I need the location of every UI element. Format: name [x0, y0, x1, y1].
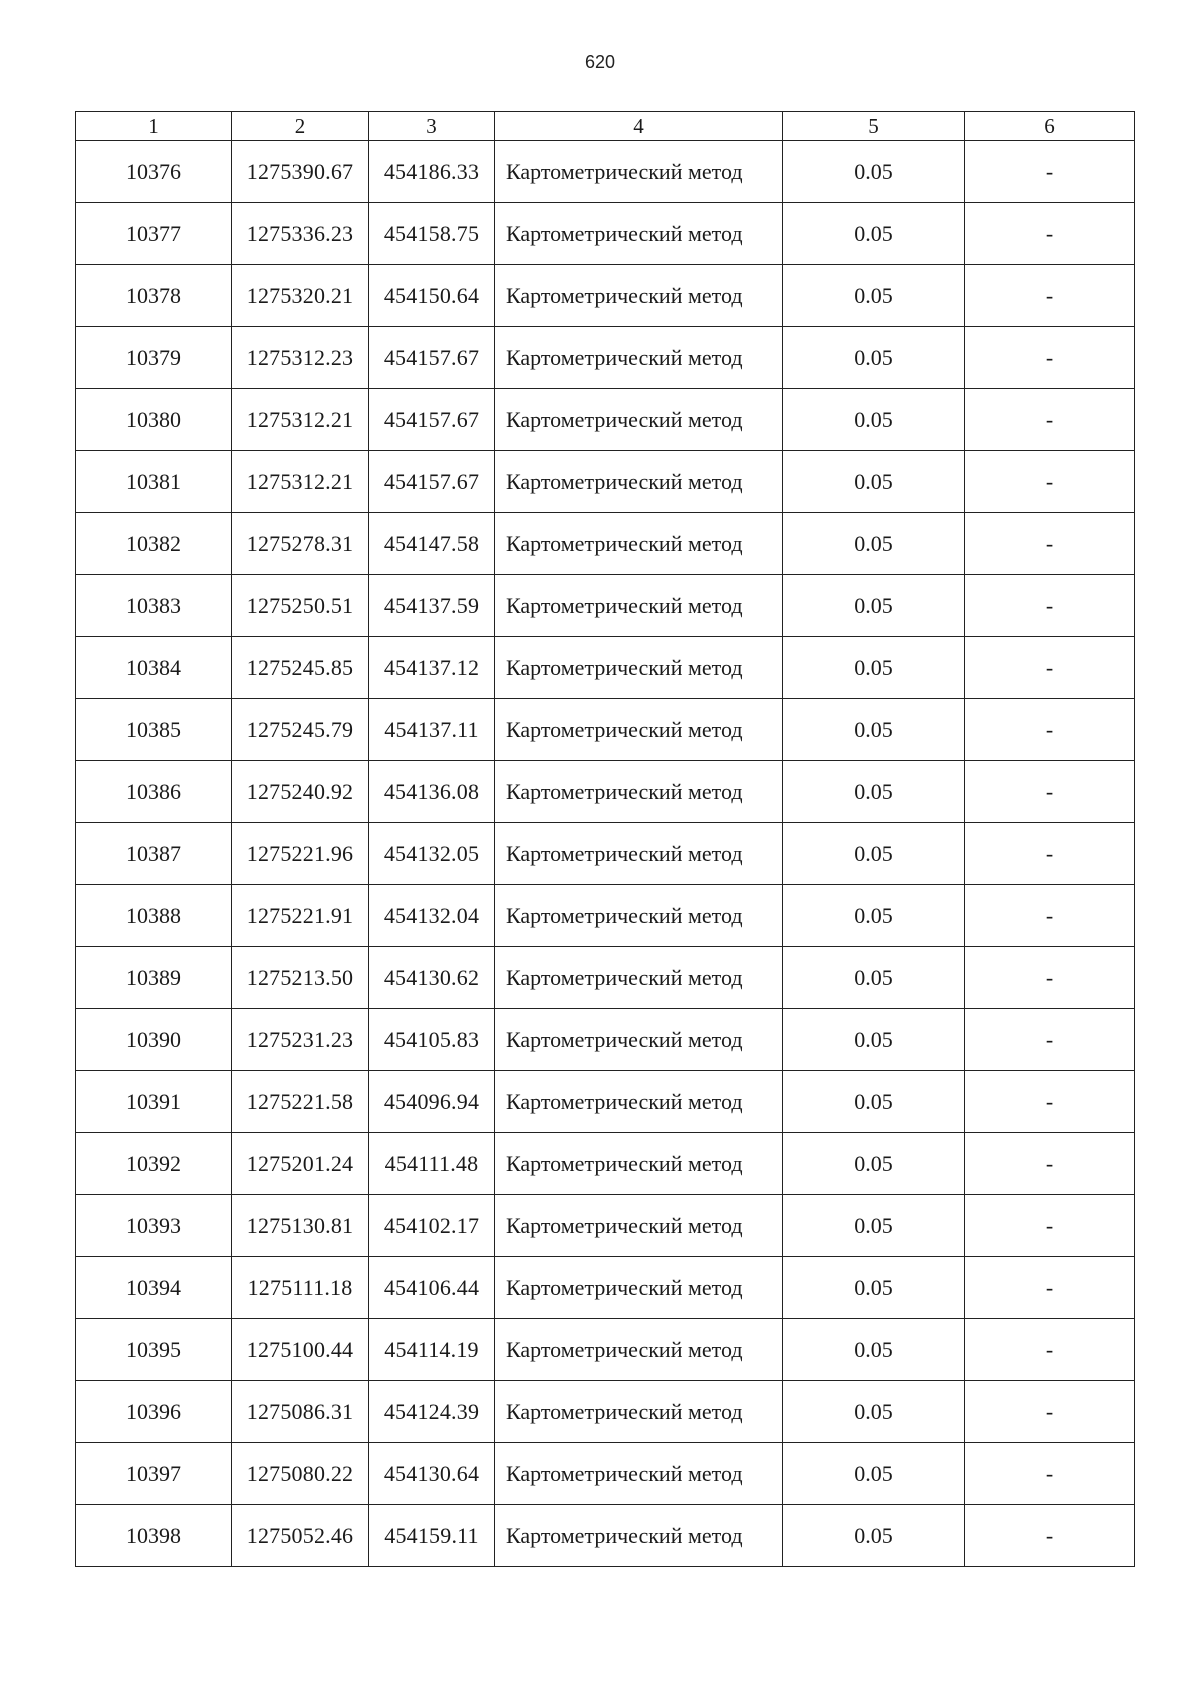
x-coordinate-cell: 1275240.92 — [232, 761, 369, 823]
x-coordinate-cell: 1275250.51 — [232, 575, 369, 637]
table-row — [76, 761, 1135, 823]
table-row — [76, 1133, 1135, 1195]
note-cell: - — [965, 1505, 1135, 1567]
x-coordinate-cell: 1275111.18 — [232, 1257, 369, 1319]
accuracy-cell: 0.05 — [783, 575, 965, 637]
x-coordinate-cell: 1275336.23 — [232, 203, 369, 265]
method-cell: Картометрический метод — [495, 1319, 783, 1381]
method-cell: Картометрический метод — [495, 265, 783, 327]
table-row — [76, 1381, 1135, 1443]
x-coordinate-cell: 1275221.58 — [232, 1071, 369, 1133]
note-cell: - — [965, 1071, 1135, 1133]
note-cell: - — [965, 513, 1135, 575]
method-cell: Картометрический метод — [495, 823, 783, 885]
method-cell: Картометрический метод — [495, 947, 783, 1009]
method-cell: Картометрический метод — [495, 1071, 783, 1133]
method-cell: Картометрический метод — [495, 451, 783, 513]
x-coordinate-cell: 1275100.44 — [232, 1319, 369, 1381]
y-coordinate-cell: 454158.75 — [369, 203, 495, 265]
table-header — [76, 112, 1135, 141]
point-number-cell: 10377 — [76, 203, 232, 265]
method-cell: Картометрический метод — [495, 761, 783, 823]
method-cell: Картометрический метод — [495, 1381, 783, 1443]
note-cell: - — [965, 265, 1135, 327]
point-number-cell: 10381 — [76, 451, 232, 513]
y-coordinate-cell: 454137.11 — [369, 699, 495, 761]
note-cell: - — [965, 1133, 1135, 1195]
note-cell: - — [965, 1381, 1135, 1443]
x-coordinate-cell: 1275312.23 — [232, 327, 369, 389]
method-cell: Картометрический метод — [495, 141, 783, 203]
method-cell: Картометрический метод — [495, 699, 783, 761]
table-row — [76, 1505, 1135, 1567]
y-coordinate-cell: 454157.67 — [369, 327, 495, 389]
accuracy-cell: 0.05 — [783, 1443, 965, 1505]
table-row — [76, 1443, 1135, 1505]
note-cell: - — [965, 1257, 1135, 1319]
x-coordinate-cell: 1275245.85 — [232, 637, 369, 699]
coordinates-table — [75, 111, 1135, 1567]
note-cell: - — [965, 1009, 1135, 1071]
table-row — [76, 451, 1135, 513]
table-row — [76, 327, 1135, 389]
table-row — [76, 513, 1135, 575]
accuracy-cell: 0.05 — [783, 1505, 965, 1567]
accuracy-cell: 0.05 — [783, 265, 965, 327]
accuracy-cell: 0.05 — [783, 1133, 965, 1195]
x-coordinate-cell: 1275312.21 — [232, 389, 369, 451]
accuracy-cell: 0.05 — [783, 203, 965, 265]
method-cell: Картометрический метод — [495, 1195, 783, 1257]
column-header-5: 5 — [783, 112, 965, 141]
y-coordinate-cell: 454157.67 — [369, 451, 495, 513]
column-header-1: 1 — [76, 112, 232, 141]
point-number-cell: 10398 — [76, 1505, 232, 1567]
point-number-cell: 10395 — [76, 1319, 232, 1381]
y-coordinate-cell: 454106.44 — [369, 1257, 495, 1319]
point-number-cell: 10386 — [76, 761, 232, 823]
accuracy-cell: 0.05 — [783, 885, 965, 947]
y-coordinate-cell: 454150.64 — [369, 265, 495, 327]
y-coordinate-cell: 454186.33 — [369, 141, 495, 203]
y-coordinate-cell: 454105.83 — [369, 1009, 495, 1071]
x-coordinate-cell: 1275320.21 — [232, 265, 369, 327]
column-header-3: 3 — [369, 112, 495, 141]
y-coordinate-cell: 454130.62 — [369, 947, 495, 1009]
accuracy-cell: 0.05 — [783, 1381, 965, 1443]
point-number-cell: 10385 — [76, 699, 232, 761]
note-cell: - — [965, 141, 1135, 203]
y-coordinate-cell: 454130.64 — [369, 1443, 495, 1505]
point-number-cell: 10378 — [76, 265, 232, 327]
table-row — [76, 947, 1135, 1009]
point-number-cell: 10380 — [76, 389, 232, 451]
y-coordinate-cell: 454137.59 — [369, 575, 495, 637]
table-row — [76, 699, 1135, 761]
point-number-cell: 10393 — [76, 1195, 232, 1257]
table-row — [76, 1319, 1135, 1381]
accuracy-cell: 0.05 — [783, 1319, 965, 1381]
y-coordinate-cell: 454102.17 — [369, 1195, 495, 1257]
y-coordinate-cell: 454157.67 — [369, 389, 495, 451]
method-cell: Картометрический метод — [495, 575, 783, 637]
note-cell: - — [965, 637, 1135, 699]
x-coordinate-cell: 1275221.91 — [232, 885, 369, 947]
x-coordinate-cell: 1275390.67 — [232, 141, 369, 203]
y-coordinate-cell: 454111.48 — [369, 1133, 495, 1195]
table-row — [76, 885, 1135, 947]
column-header-4: 4 — [495, 112, 783, 141]
x-coordinate-cell: 1275086.31 — [232, 1381, 369, 1443]
note-cell: - — [965, 885, 1135, 947]
y-coordinate-cell: 454137.12 — [369, 637, 495, 699]
x-coordinate-cell: 1275201.24 — [232, 1133, 369, 1195]
point-number-cell: 10387 — [76, 823, 232, 885]
table-row — [76, 203, 1135, 265]
method-cell: Картометрический метод — [495, 1257, 783, 1319]
accuracy-cell: 0.05 — [783, 513, 965, 575]
table-row — [76, 575, 1135, 637]
table-row — [76, 141, 1135, 203]
table-row — [76, 1009, 1135, 1071]
point-number-cell: 10397 — [76, 1443, 232, 1505]
x-coordinate-cell: 1275231.23 — [232, 1009, 369, 1071]
page-number: 620 — [584, 52, 616, 72]
method-cell: Картометрический метод — [495, 1133, 783, 1195]
y-coordinate-cell: 454136.08 — [369, 761, 495, 823]
method-cell: Картометрический метод — [495, 389, 783, 451]
note-cell: - — [965, 203, 1135, 265]
column-header-6: 6 — [965, 112, 1135, 141]
note-cell: - — [965, 699, 1135, 761]
point-number-cell: 10376 — [76, 141, 232, 203]
point-number-cell: 10394 — [76, 1257, 232, 1319]
accuracy-cell: 0.05 — [783, 947, 965, 1009]
table-body — [76, 141, 1135, 1567]
y-coordinate-cell: 454132.04 — [369, 885, 495, 947]
accuracy-cell: 0.05 — [783, 699, 965, 761]
note-cell: - — [965, 327, 1135, 389]
x-coordinate-cell: 1275130.81 — [232, 1195, 369, 1257]
method-cell: Картометрический метод — [495, 637, 783, 699]
point-number-cell: 10390 — [76, 1009, 232, 1071]
y-coordinate-cell: 454124.39 — [369, 1381, 495, 1443]
y-coordinate-cell: 454114.19 — [369, 1319, 495, 1381]
method-cell: Картометрический метод — [495, 203, 783, 265]
x-coordinate-cell: 1275312.21 — [232, 451, 369, 513]
note-cell: - — [965, 389, 1135, 451]
x-coordinate-cell: 1275052.46 — [232, 1505, 369, 1567]
accuracy-cell: 0.05 — [783, 637, 965, 699]
method-cell: Картометрический метод — [495, 1443, 783, 1505]
table-row — [76, 265, 1135, 327]
column-header-2: 2 — [232, 112, 369, 141]
accuracy-cell: 0.05 — [783, 823, 965, 885]
table-row — [76, 1257, 1135, 1319]
y-coordinate-cell: 454096.94 — [369, 1071, 495, 1133]
x-coordinate-cell: 1275213.50 — [232, 947, 369, 1009]
point-number-cell: 10396 — [76, 1381, 232, 1443]
y-coordinate-cell: 454132.05 — [369, 823, 495, 885]
table-row — [76, 1195, 1135, 1257]
accuracy-cell: 0.05 — [783, 1257, 965, 1319]
accuracy-cell: 0.05 — [783, 1071, 965, 1133]
x-coordinate-cell: 1275080.22 — [232, 1443, 369, 1505]
method-cell: Картометрический метод — [495, 1009, 783, 1071]
y-coordinate-cell: 454147.58 — [369, 513, 495, 575]
method-cell: Картометрический метод — [495, 1505, 783, 1567]
accuracy-cell: 0.05 — [783, 1195, 965, 1257]
x-coordinate-cell: 1275245.79 — [232, 699, 369, 761]
note-cell: - — [965, 1443, 1135, 1505]
point-number-cell: 10379 — [76, 327, 232, 389]
note-cell: - — [965, 1319, 1135, 1381]
note-cell: - — [965, 947, 1135, 1009]
accuracy-cell: 0.05 — [783, 141, 965, 203]
point-number-cell: 10392 — [76, 1133, 232, 1195]
accuracy-cell: 0.05 — [783, 327, 965, 389]
accuracy-cell: 0.05 — [783, 389, 965, 451]
x-coordinate-cell: 1275278.31 — [232, 513, 369, 575]
table-row — [76, 1071, 1135, 1133]
note-cell: - — [965, 575, 1135, 637]
table-row — [76, 823, 1135, 885]
point-number-cell: 10388 — [76, 885, 232, 947]
note-cell: - — [965, 1195, 1135, 1257]
point-number-cell: 10389 — [76, 947, 232, 1009]
table-row — [76, 637, 1135, 699]
note-cell: - — [965, 451, 1135, 513]
table-row — [76, 389, 1135, 451]
note-cell: - — [965, 761, 1135, 823]
method-cell: Картометрический метод — [495, 513, 783, 575]
method-cell: Картометрический метод — [495, 885, 783, 947]
header-row — [76, 112, 1135, 141]
point-number-cell: 10384 — [76, 637, 232, 699]
note-cell: - — [965, 823, 1135, 885]
accuracy-cell: 0.05 — [783, 761, 965, 823]
point-number-cell: 10383 — [76, 575, 232, 637]
x-coordinate-cell: 1275221.96 — [232, 823, 369, 885]
accuracy-cell: 0.05 — [783, 1009, 965, 1071]
y-coordinate-cell: 454159.11 — [369, 1505, 495, 1567]
point-number-cell: 10391 — [76, 1071, 232, 1133]
method-cell: Картометрический метод — [495, 327, 783, 389]
accuracy-cell: 0.05 — [783, 451, 965, 513]
point-number-cell: 10382 — [76, 513, 232, 575]
